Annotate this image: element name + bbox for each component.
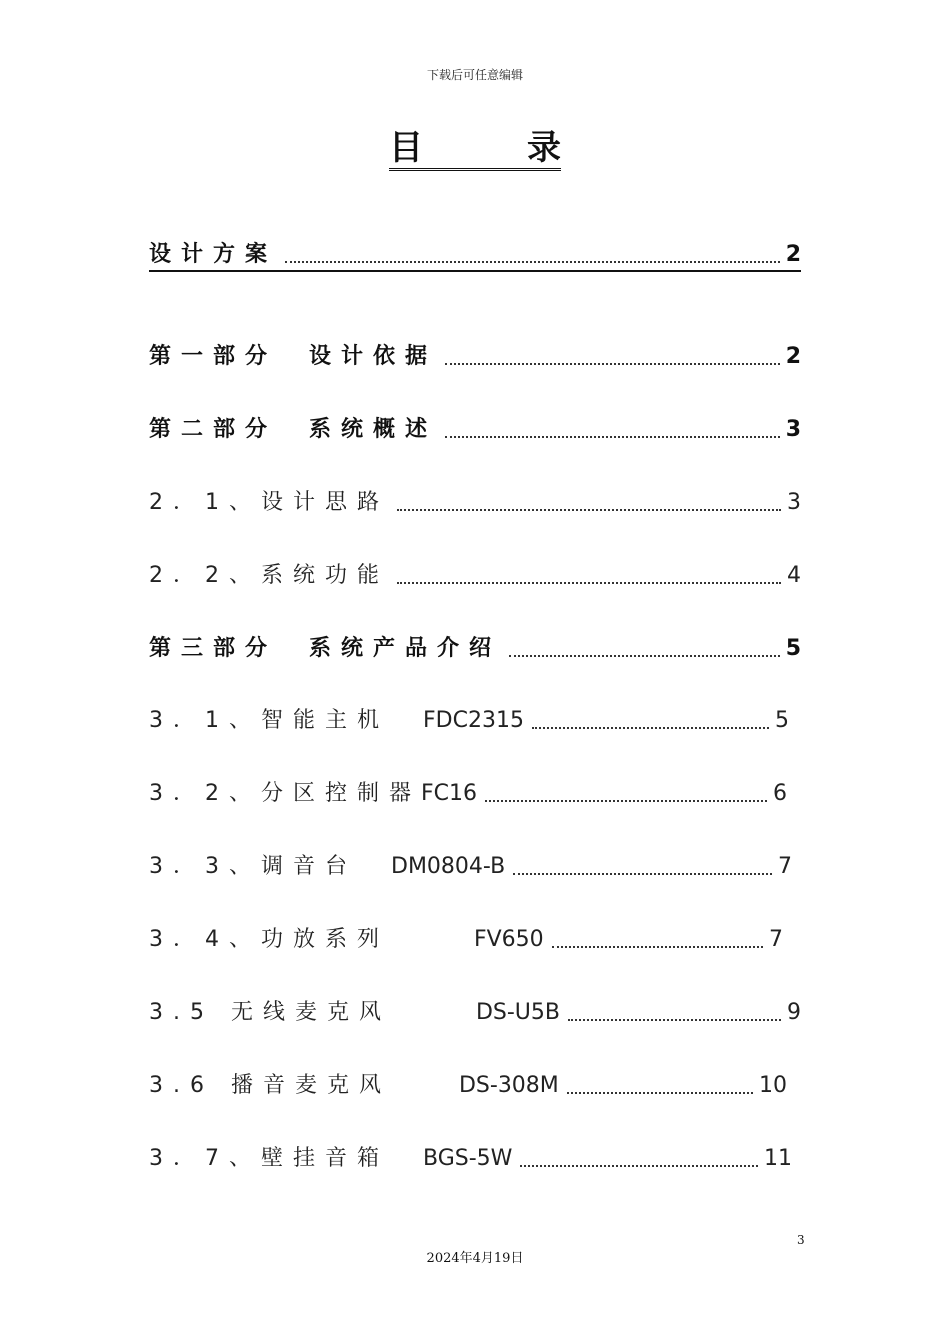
toc-entry-label: 3．3、调音台 DM0804-B — [149, 854, 506, 879]
toc-entry-page: 2 — [785, 242, 801, 267]
page-number: 3 — [797, 1233, 805, 1247]
toc-leader-dots — [552, 946, 763, 948]
toc-entry-page: 11 — [764, 1146, 792, 1171]
toc-entry-page: 3 — [785, 417, 801, 442]
toc-leader-dots — [532, 727, 769, 729]
toc-entry-page: 7 — [778, 854, 792, 879]
toc-entry-2-1[interactable] — [149, 484, 801, 518]
toc-leader-dots — [567, 1092, 753, 1094]
toc-entry-page: 9 — [787, 1000, 801, 1025]
toc-leader-dots — [397, 582, 781, 584]
toc-leader-dots — [520, 1165, 758, 1167]
toc-entry-2-2[interactable] — [149, 557, 801, 591]
toc-leader-dots — [513, 873, 772, 875]
footer-date: 2024年4月19日 — [426, 1251, 524, 1266]
toc-entry-label: 3．2、分区控制器FC16 — [149, 781, 478, 806]
toc-entry-label: 3.5 无线麦克风 DS-U5B — [149, 1000, 560, 1025]
toc-entry-label: 2．2、系统功能 — [149, 563, 389, 588]
toc-leader-dots — [445, 363, 780, 365]
toc-entry-page: 4 — [787, 563, 801, 588]
toc-entry-part-2[interactable] — [149, 411, 801, 445]
toc-entry-design-plan[interactable] — [149, 236, 801, 272]
toc-leader-dots — [445, 436, 780, 438]
toc-entry-page: 3 — [787, 490, 801, 515]
toc-entry-3-2[interactable] — [149, 775, 787, 809]
toc-entry-part-3[interactable] — [149, 630, 801, 664]
toc-leader-dots — [485, 800, 767, 802]
toc-title — [389, 128, 561, 171]
toc-entry-label: 3．7、壁挂音箱 BGS-5W — [149, 1146, 513, 1171]
toc-entry-page: 5 — [785, 636, 801, 661]
toc-entry-label: 3．1、智能主机 FDC2315 — [149, 708, 524, 733]
toc-leader-dots — [285, 261, 780, 263]
toc-entry-label: 第三部分 系统产品介绍 — [149, 636, 502, 661]
toc-entry-label: 2．1、设计思路 — [149, 490, 389, 515]
toc-entry-label: 第二部分 系统概述 — [149, 417, 438, 442]
toc-entry-3-5[interactable] — [149, 994, 801, 1028]
toc-title-char-1: 目 — [389, 128, 423, 168]
toc-entry-page: 7 — [769, 927, 783, 952]
toc-entry-label: 第一部分 设计依据 — [149, 344, 438, 369]
toc-leader-dots — [509, 655, 780, 657]
toc-leader-dots — [568, 1019, 781, 1021]
toc-leader-dots — [397, 509, 781, 511]
toc-entry-label: 3.6 播音麦克风 DS-308M — [149, 1073, 559, 1098]
toc-entry-3-6[interactable] — [149, 1067, 787, 1101]
toc-entry-page: 6 — [773, 781, 787, 806]
toc-entry-label: 设计方案 — [149, 242, 278, 267]
toc-entry-3-7[interactable] — [149, 1140, 792, 1174]
toc-entry-3-4[interactable] — [149, 921, 783, 955]
toc-entry-3-3[interactable] — [149, 848, 792, 882]
toc-entry-3-1[interactable] — [149, 702, 789, 736]
toc-entry-label: 3．4、功放系列 FV650 — [149, 927, 544, 952]
page-header: 下载后可任意编辑 — [426, 68, 523, 82]
toc-entry-page: 2 — [785, 344, 801, 369]
toc-entry-page: 10 — [759, 1073, 787, 1098]
toc-entry-part-1[interactable] — [149, 338, 801, 372]
toc-entry-page: 5 — [775, 708, 789, 733]
toc-title-char-2: 录 — [527, 128, 561, 168]
